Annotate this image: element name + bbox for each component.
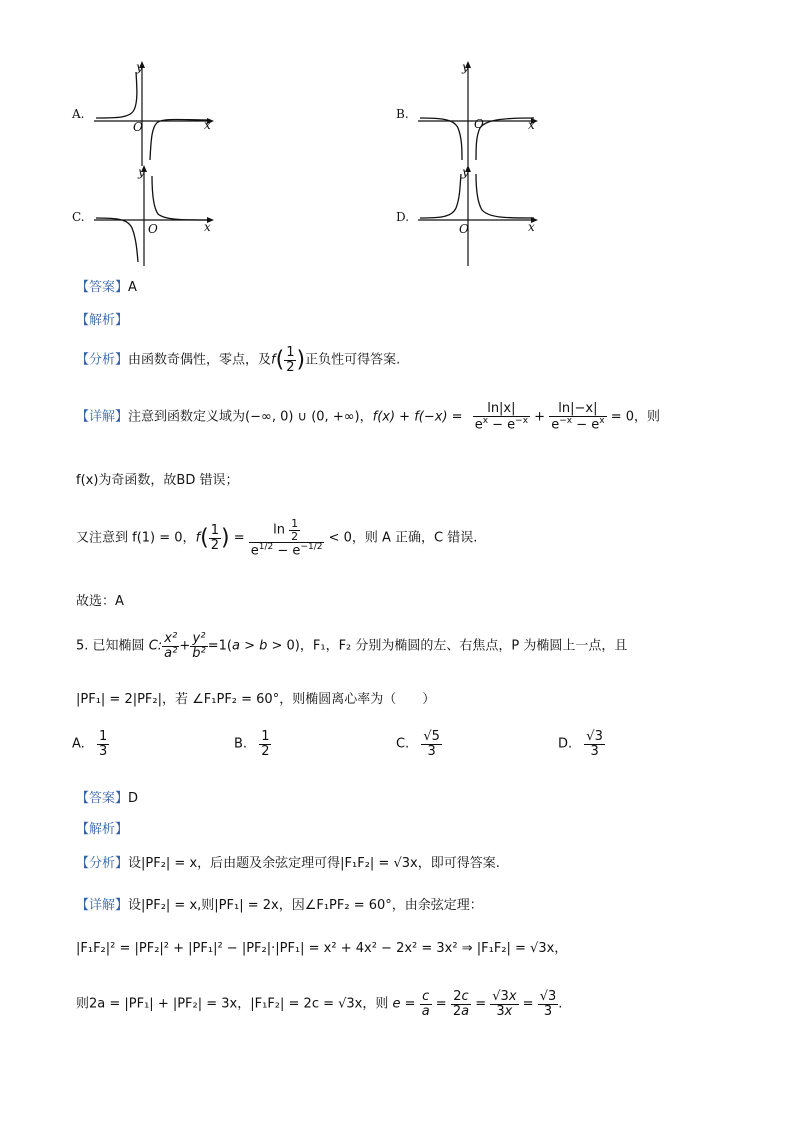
graph-d-origin-label: O [459, 222, 469, 236]
option-label: A. [72, 736, 85, 752]
frac-root3-3: $\frac{√3}{3}$ [539, 989, 557, 1019]
q5-option-a [72, 730, 109, 758]
graph-a-x-label: x [204, 118, 211, 132]
graph-a [92, 58, 222, 168]
paren-open: ( [275, 347, 285, 373]
option-fraction: $\frac{1}{3}$ [98, 729, 108, 759]
q5-answer-line [76, 787, 138, 806]
graph-a-y-label: y [136, 60, 143, 74]
domain-expr: (−∞, 0) ∪ (0, +∞) [245, 409, 360, 425]
graph-b-x-label: x [528, 118, 535, 132]
q5-stem-line1: 5. 已知椭圆 C: $\frac{\text{x²}}{\text{a²}}$ + $\frac{\text{y²}}{\text{b²}}$ =1(a > b > 0)，F₁，F₂ 分别为椭圆的左、右焦点，P 为椭圆上一点，且 [76, 631, 628, 661]
q4-line3: 又注意到 f(1) = 0，f( $\frac{1}{2}$ ) = ln $\frac{1}{2}$ $e^{1/2} - e^{-1/2}$ < 0，则 A 正确，C 错误. [76, 517, 478, 559]
final-pre: 则2a = |PF₁| + |PF₂| = 3x，|F₁F₂| = 2c = √3x，则 [76, 996, 389, 1012]
q5-option-c [396, 730, 442, 758]
graph-b [416, 58, 546, 168]
xiangjie-tag: 【详解】 [76, 898, 129, 913]
q5-xiangjie-line [76, 894, 483, 913]
eq-zero: = 0，则 [610, 409, 661, 425]
answer-tag: 【答案】 [76, 280, 129, 295]
q5-fenxi-line [76, 852, 500, 871]
stem-mid: ，F₁，F₂ 分别为椭圆的左、右焦点， [299, 638, 512, 654]
frac-2c-2a: $\frac{2c}{2a}$ [452, 989, 470, 1019]
graph-c-origin-label: O [148, 222, 158, 236]
graph-b-y-label: y [462, 60, 469, 74]
q5-option-b [234, 730, 271, 758]
option-d-label: D. [396, 210, 410, 224]
graph-c-x-label: x [204, 220, 211, 234]
q5-law-line: |F₁F₂|² = |PF₂|² + |PF₁|² − |PF₂|·|PF₁| = x² + 4x² − 2x² = 3x² ⇒ |F₁F₂| = √3x， [76, 941, 568, 956]
fraction-ln-neg-x: $\frac{\ln|-x|}{e^{-x} - e^x}$ [551, 401, 605, 432]
stem-pre: 5. 已知椭圆 [76, 638, 145, 654]
graph-c [92, 162, 222, 268]
line3-tail: < 0，则 A 正确，C 错误. [328, 530, 478, 546]
fenxi-text: 设|PF₂| = x，后由题及余弦定理可得|F₁F₂| = √3x，即可得答案. [128, 856, 500, 871]
half-fraction: $\frac{1}{2}$ [286, 345, 295, 375]
q5-final-line: 则2a = |PF₁| + |PF₂| = 3x，|F₁F₂| = 2c = √3x，则 e = $\frac{c}{a}$ = $\frac{2c}{2a}$ = $\frac{√3x}{3x}$ = $\frac{√3}{3}$ . [76, 989, 563, 1019]
paren-close: ) [296, 347, 306, 373]
math-f: f [271, 352, 276, 368]
fenxi-text: 由函数奇偶性，零点，及 [128, 352, 272, 368]
ellipse-eq: C: [148, 638, 163, 654]
graph-a-origin-label: O [133, 120, 143, 134]
q5-stem-line2: |PF₁| = 2|PF₂|，若 ∠F₁PF₂ = 60°，则椭圆离心率为（ ） [76, 692, 436, 707]
option-b-label: B. [396, 107, 409, 121]
option-a-label: A. [72, 107, 85, 121]
ln-half-fraction: ln $\frac{1}{2}$ $e^{1/2} - e^{-1/2}$ [250, 517, 323, 559]
option-fraction: $\frac{1}{2}$ [261, 729, 270, 759]
graph-d-y-label: y [462, 165, 469, 179]
graph-d [416, 162, 546, 268]
option-label: D. [558, 736, 573, 752]
graph-c-y-label: y [138, 165, 145, 179]
fenxi-tag: 【分析】 [76, 856, 129, 871]
q5-analysis-tag: 【解析】 [76, 822, 129, 837]
graph-d-x-label: x [528, 220, 535, 234]
xiangjie-text: 注意到函数定义域为 [128, 409, 246, 425]
sum-expr: f(x) + f(−x) = [372, 409, 463, 425]
graph-b-origin-label: O [474, 117, 484, 131]
xiangjie-text: 设|PF₂| = x,则|PF₁| = 2x，因∠F₁PF₂ = 60°，由余弦定理： [128, 898, 483, 913]
frac-root3x-3x: $\frac{√3x}{3x}$ [492, 989, 517, 1019]
q5-option-d [558, 730, 605, 758]
option-c-label: C. [72, 210, 85, 224]
answer-tag: 【答案】 [76, 791, 129, 806]
q4-choice: 故选：A [76, 594, 124, 609]
q4-analysis-tag: 【解析】 [76, 313, 129, 328]
fenxi-tail: 正负性可得答案. [305, 352, 401, 368]
option-label: B. [234, 736, 248, 752]
q4-xiangjie-line: 【详解】注意到函数定义域为(−∞, 0) ∪ (0, +∞)，f(x) + f(−x) = $\frac{\ln|x|}{e^x - e^{-x}}$ + $\frac{\ln|-x|}{e^{-x} - e^x}$ = 0，则 [76, 401, 661, 432]
q4-answer-line [76, 276, 137, 295]
xiangjie-tag: 【详解】 [76, 409, 129, 425]
fraction-ln-x: $\frac{\ln|x|}{e^x - e^{-x}}$ [474, 401, 529, 432]
q4-line2: f(x)为奇函数，故BD 错误； [76, 473, 239, 488]
option-fraction: $\frac{√5}{3}$ [423, 729, 440, 759]
frac-c-a: $\frac{c}{a}$ [421, 989, 430, 1019]
fenxi-tag: 【分析】 [76, 352, 129, 368]
answer-value: D [128, 791, 139, 806]
stem-tail: P 为椭圆上一点，且 [511, 638, 628, 654]
option-fraction: $\frac{√3}{3}$ [586, 729, 603, 759]
answer-value: A [128, 280, 137, 295]
q4-fenxi-line [76, 346, 400, 374]
line3-pre: 又注意到 f(1) = 0， [76, 530, 196, 546]
option-label: C. [396, 736, 410, 752]
